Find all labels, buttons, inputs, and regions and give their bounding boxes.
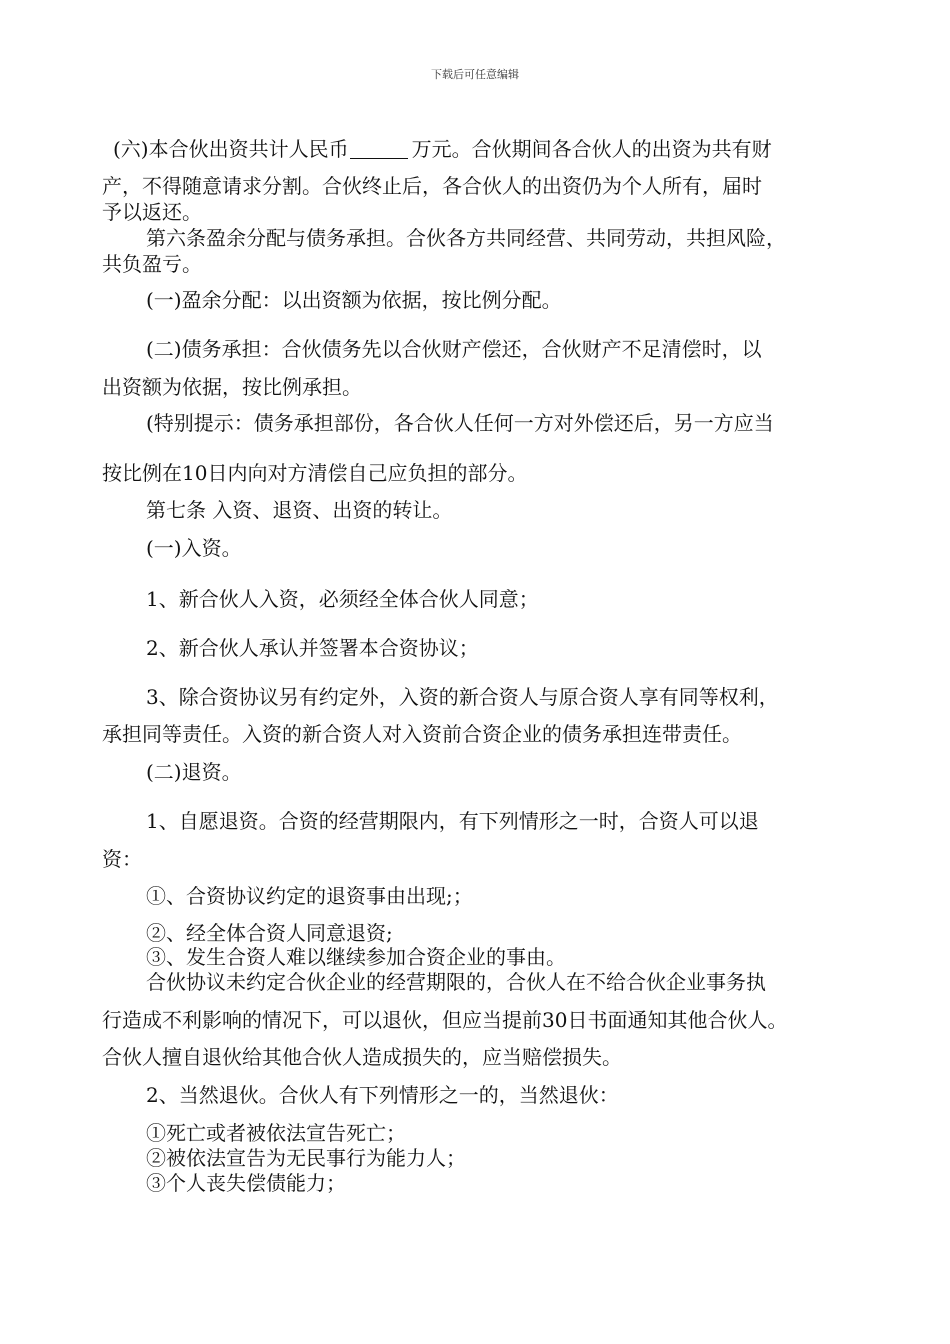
paragraph-line: 出资额为依据，按比例承担。 <box>102 375 362 399</box>
paragraph-line: (一)入资。 <box>146 536 242 560</box>
paragraph-line: (二)债务承担：合伙债务先以合伙财产偿还，合伙财产不足清偿时，以 <box>146 337 762 361</box>
paragraph-line: 承担同等责任。入资的新合资人对入资前合资企业的债务承担连带责任。 <box>102 722 742 746</box>
paragraph-line: 资： <box>102 847 142 871</box>
list-item: ③、发生合资人难以继续参加合资企业的事由。 <box>146 945 566 969</box>
paragraph-line: 第六条盈余分配与债务承担。合伙各方共同经营、共同劳动，共担风险， <box>146 226 786 250</box>
section-heading: 第七条 入资、退资、出资的转让。 <box>146 498 453 522</box>
paragraph-line: (特别提示：债务承担部份，各合伙人任何一方对外偿还后，另一方应当 <box>146 411 774 435</box>
list-item: ②、经全体合资人同意退资; <box>146 921 393 945</box>
paragraph-line: 予以返还。 <box>102 200 202 224</box>
page-header: 下载后可任意编辑 <box>431 68 519 81</box>
paragraph-line: 行造成不利影响的情况下，可以退伙，但应当提前30日书面通知其他合伙人。 <box>102 1008 788 1032</box>
paragraph-line: 合伙人擅自退伙给其他合伙人造成损失的，应当赔偿损失。 <box>102 1045 622 1069</box>
list-item: ②被依法宣告为无民事行为能力人； <box>146 1146 466 1170</box>
paragraph-line: (二)退资。 <box>146 760 242 784</box>
paragraph-line: 按比例在10日内向对方清偿自己应负担的部分。 <box>102 461 528 485</box>
paragraph-line: 合伙协议未约定合伙企业的经营期限的，合伙人在不给合伙企业事务执 <box>146 970 766 994</box>
paragraph-line: 共负盈亏。 <box>102 252 202 276</box>
list-item: 2、新合伙人承认并签署本合资协议； <box>146 636 479 660</box>
list-item: ①、合资协议约定的退资事由出现;； <box>146 884 473 908</box>
list-item: 2、当然退伙。合伙人有下列情形之一的，当然退伙： <box>146 1083 619 1107</box>
list-item: ①死亡或者被依法宣告死亡； <box>146 1121 406 1145</box>
list-item: 3、除合资协议另有约定外，入资的新合资人与原合资人享有同等权利， <box>146 685 779 709</box>
list-item: 1、自愿退资。合资的经营期限内，有下列情形之一时，合资人可以退 <box>146 809 759 833</box>
paragraph-line: 产，不得随意请求分割。合伙终止后，各合伙人的出资仍为个人所有，届时 <box>102 174 762 198</box>
paragraph-line: (一)盈余分配：以出资额为依据，按比例分配。 <box>146 288 562 312</box>
blank-amount-field <box>350 138 408 159</box>
list-item: 1、新合伙人入资，必须经全体合伙人同意； <box>146 587 539 611</box>
paragraph-line: (六)本合伙出资共计人民币 万元。合伙期间各合伙人的出资为共有财 <box>113 137 772 161</box>
list-item: ③个人丧失偿债能力； <box>146 1171 346 1195</box>
